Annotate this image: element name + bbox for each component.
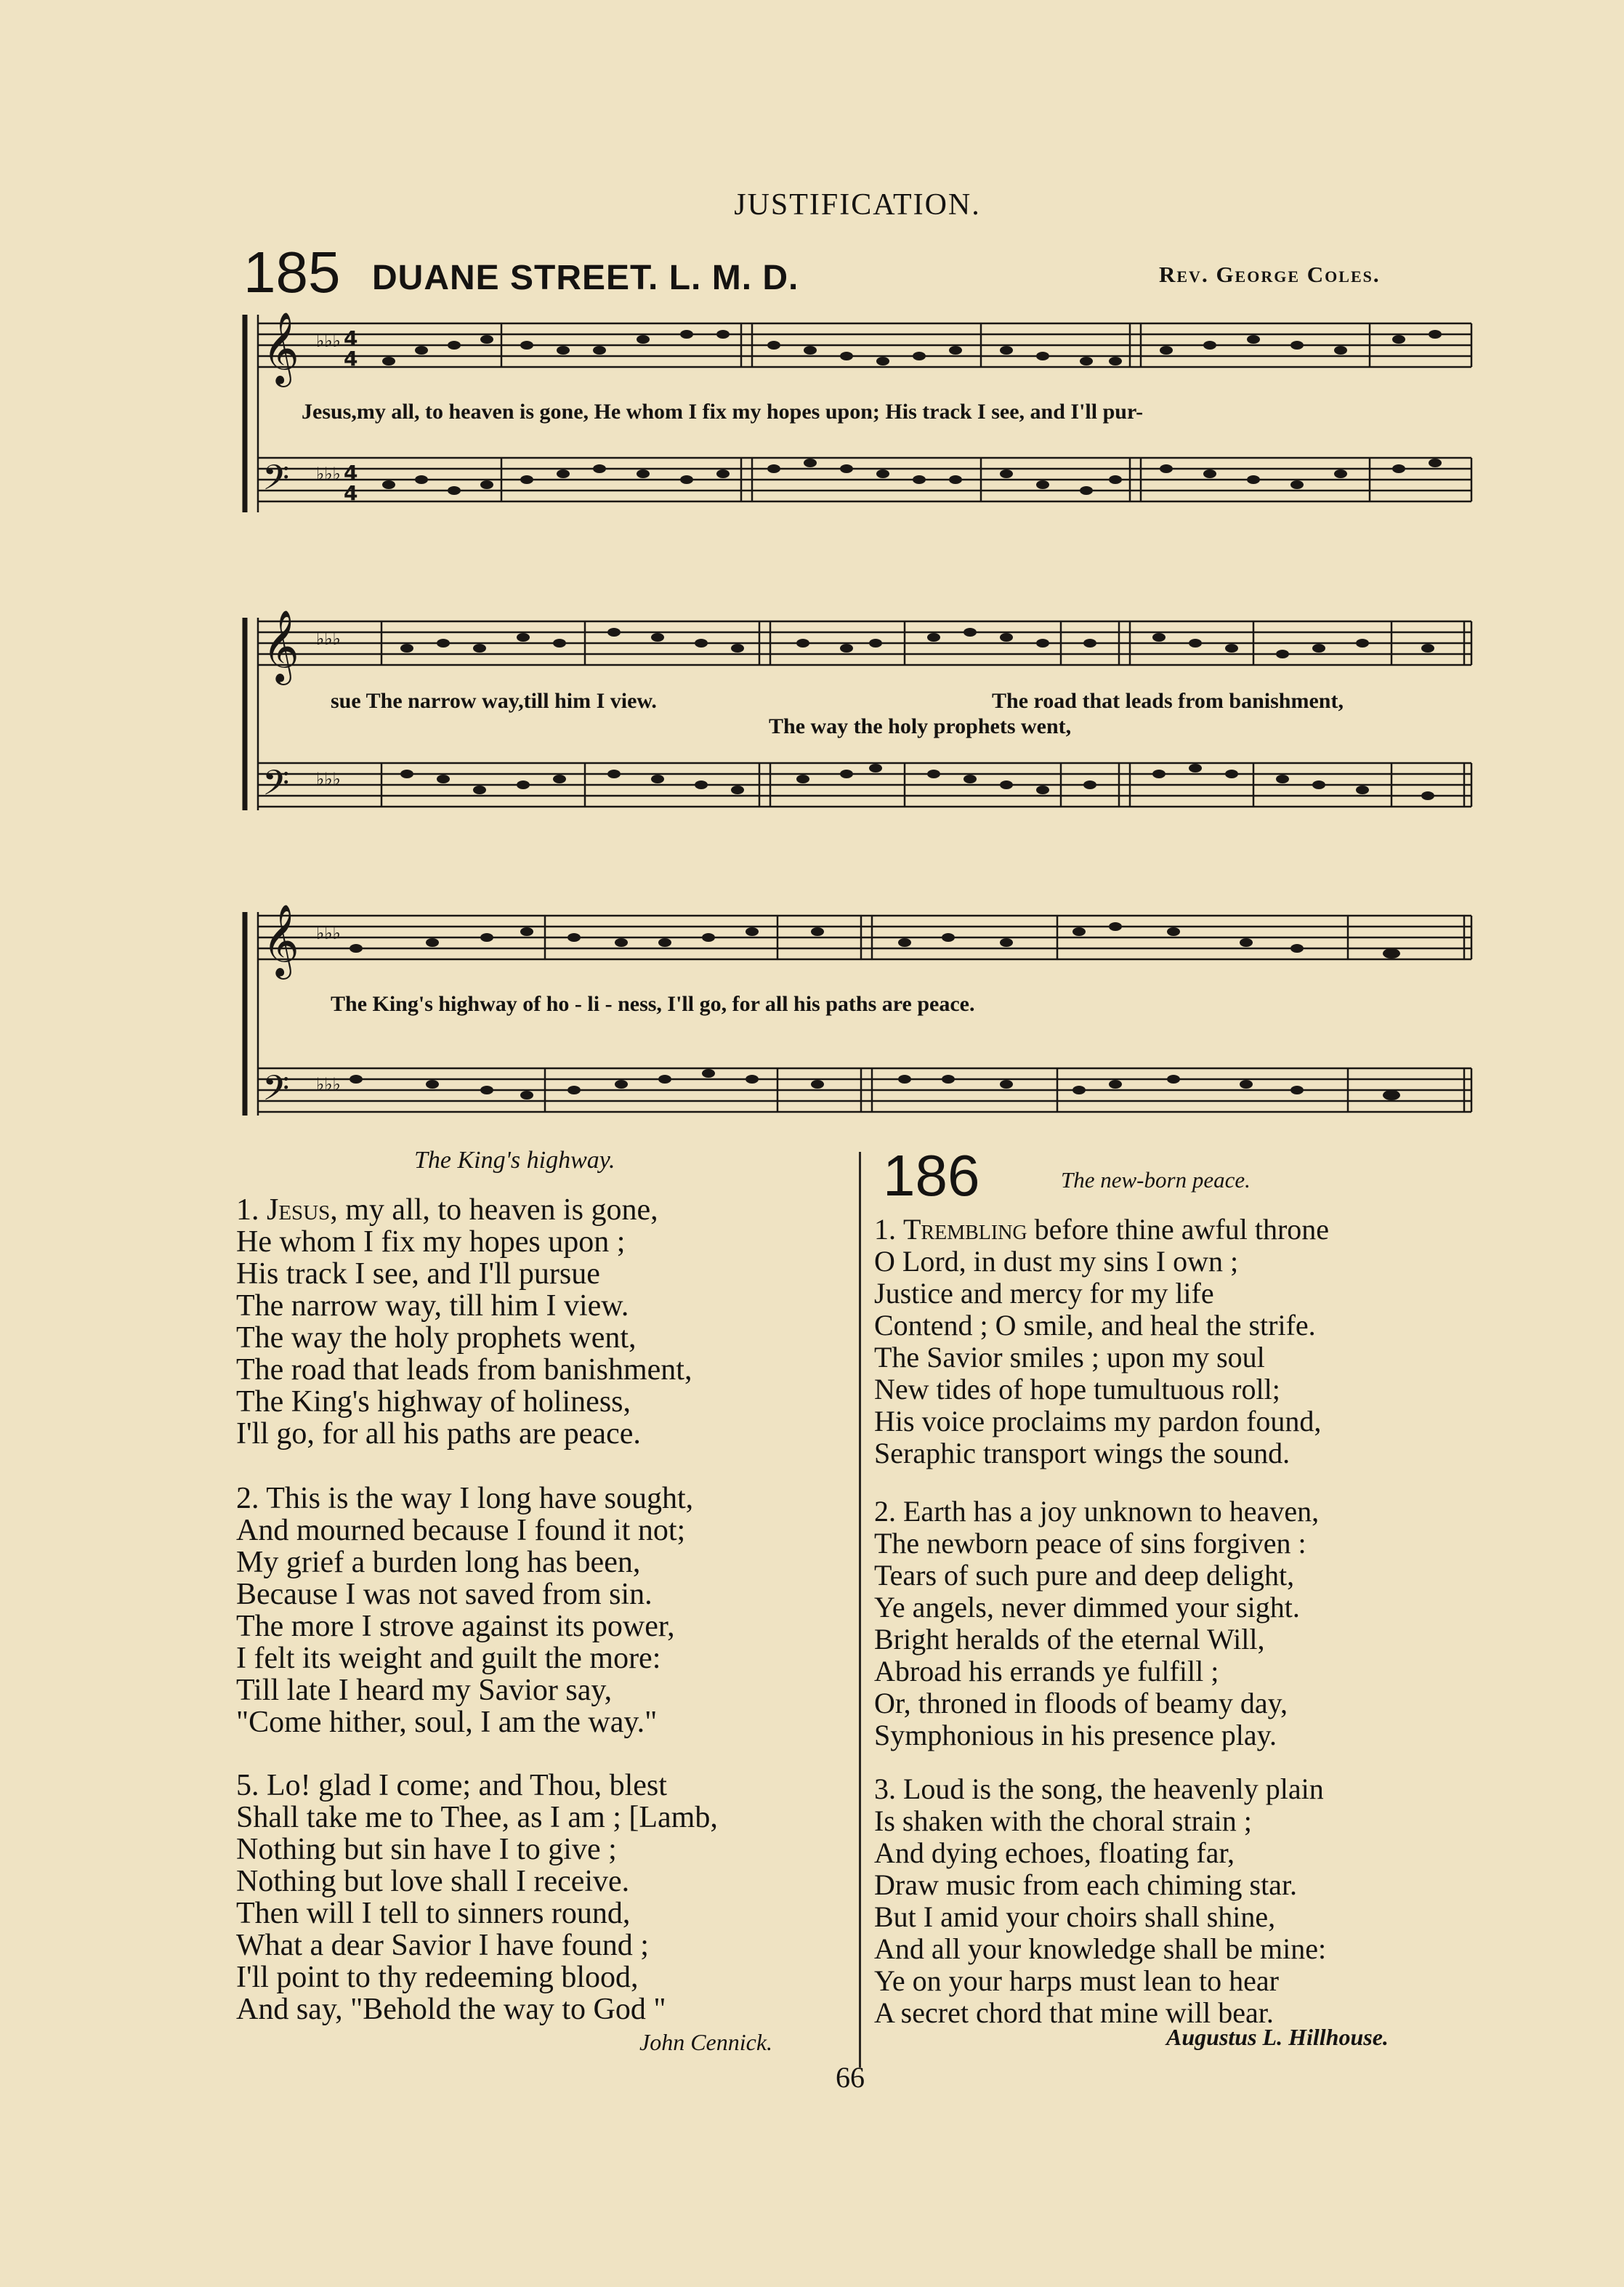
svg-text:♭♭♭: ♭♭♭ <box>316 769 341 789</box>
svg-text:𝄢: 𝄢 <box>262 1068 290 1117</box>
column-divider <box>859 1152 861 2068</box>
hymn-185-stanza-2: 2. This is the way I long have sought, And mourned because I found it not; My grief a burden long has been, Because I was not saved from sin. The more I strove against its power, I felt its weight and guilt the more: Till late I heard my Savior say, "Come hither, soul, I am the way." <box>236 1482 694 1739</box>
hymn-185-credit: John Cennick. <box>639 2029 773 2055</box>
svg-text:4: 4 <box>344 347 358 371</box>
svg-text:♭♭♭: ♭♭♭ <box>316 923 341 943</box>
hymn-185-number: 185 <box>243 240 341 304</box>
svg-text:♭♭♭: ♭♭♭ <box>316 331 341 351</box>
svg-text:4: 4 <box>344 326 358 350</box>
hymn-186-stanza-3: 3. Loud is the song, the heavenly plain Is shaken with the choral strain ; And dying echoes, floating far, Draw music from each chiming star. But I amid your choirs shall shine, And all your knowledge shall be mine: Ye on your harps must lean to hear A secret chord that mine will bear. <box>874 1772 1327 2029</box>
tune-name: DUANE STREET. L. M. D. <box>372 259 799 297</box>
hymn-186-number: 186 <box>883 1143 980 1208</box>
lyric-system-1: Jesus,my all, to heaven is gone, He whom I fix my hopes upon; His track I see, and I'll pur- <box>302 400 1144 424</box>
section-title: JUSTIFICATION. <box>734 188 981 222</box>
svg-text:♭♭♭: ♭♭♭ <box>316 1074 341 1094</box>
lyric-system-2-line-1b: The road that leads from banishment, <box>992 689 1344 713</box>
svg-text:4: 4 <box>344 481 358 505</box>
svg-text:♭♭♭: ♭♭♭ <box>316 629 341 649</box>
hymn-186-stanza-2: 2. Earth has a joy unknown to heaven, The newborn peace of sins forgiven : Tears of such pure and deep delight, Ye angels, never dimmed your sight. Bright heralds of the eternal Will, Abroad his errands ye fulfill ; Or, throned in floods of beamy day, Symphonious in his presence play. <box>874 1495 1320 1751</box>
svg-text:𝄞: 𝄞 <box>262 312 299 384</box>
lyric-system-2-line-2: The way the holy prophets went, <box>769 714 1072 738</box>
svg-text:𝄢: 𝄢 <box>262 762 290 812</box>
hymn-185-stanza-1: 1. Jesus, my all, to heaven is gone, He whom I fix my hopes upon ; His track I see, and I'll pursue The narrow way, till him I view. The way the holy prophets went, The road that leads from banishment, The King's highway of holiness, I'll go, for all his paths are peace. <box>236 1193 692 1451</box>
svg-text:𝄞: 𝄞 <box>262 904 299 977</box>
page-number: 66 <box>836 2061 865 2094</box>
hymn-186-stanza-1: 1. Trembling before thine awful throne O Lord, in dust my sins I own ; Justice and mercy for my life Contend ; O smile, and heal the strife. The Savior smiles ; upon my soul New tides of hope tumultuous roll; His voice proclaims my pardon found, Seraphic transport wings the sound. <box>874 1213 1330 1469</box>
hymn-185-subtitle: The King's highway. <box>414 1147 615 1174</box>
hymn-186-credit: Augustus L. Hillhouse. <box>1166 2024 1389 2050</box>
lyric-system-3: The King's highway of ho - li - ness, I'll go, for all his paths are peace. <box>331 992 975 1016</box>
lyric-system-2-line-1: sue The narrow way,till him I view. <box>331 689 657 713</box>
svg-text:4: 4 <box>344 461 358 485</box>
svg-text:𝄞: 𝄞 <box>262 610 299 682</box>
svg-text:𝄢: 𝄢 <box>262 457 290 507</box>
composer-credit: Rev. George Coles. <box>1159 262 1381 287</box>
hymn-185-stanza-5: 5. Lo! glad I come; and Thou, blest Shall take me to Thee, as I am ; [Lamb, Nothing but sin have I to give ; Nothing but love shall I receive. Then will I tell to sinners round, What a dear Savior I have found ; I'll point to thy redeeming blood, And say, "Behold the way to God " <box>236 1769 718 2026</box>
hymn-186-subtitle: The new-born peace. <box>1061 1167 1251 1193</box>
svg-text:♭♭♭: ♭♭♭ <box>316 464 341 484</box>
